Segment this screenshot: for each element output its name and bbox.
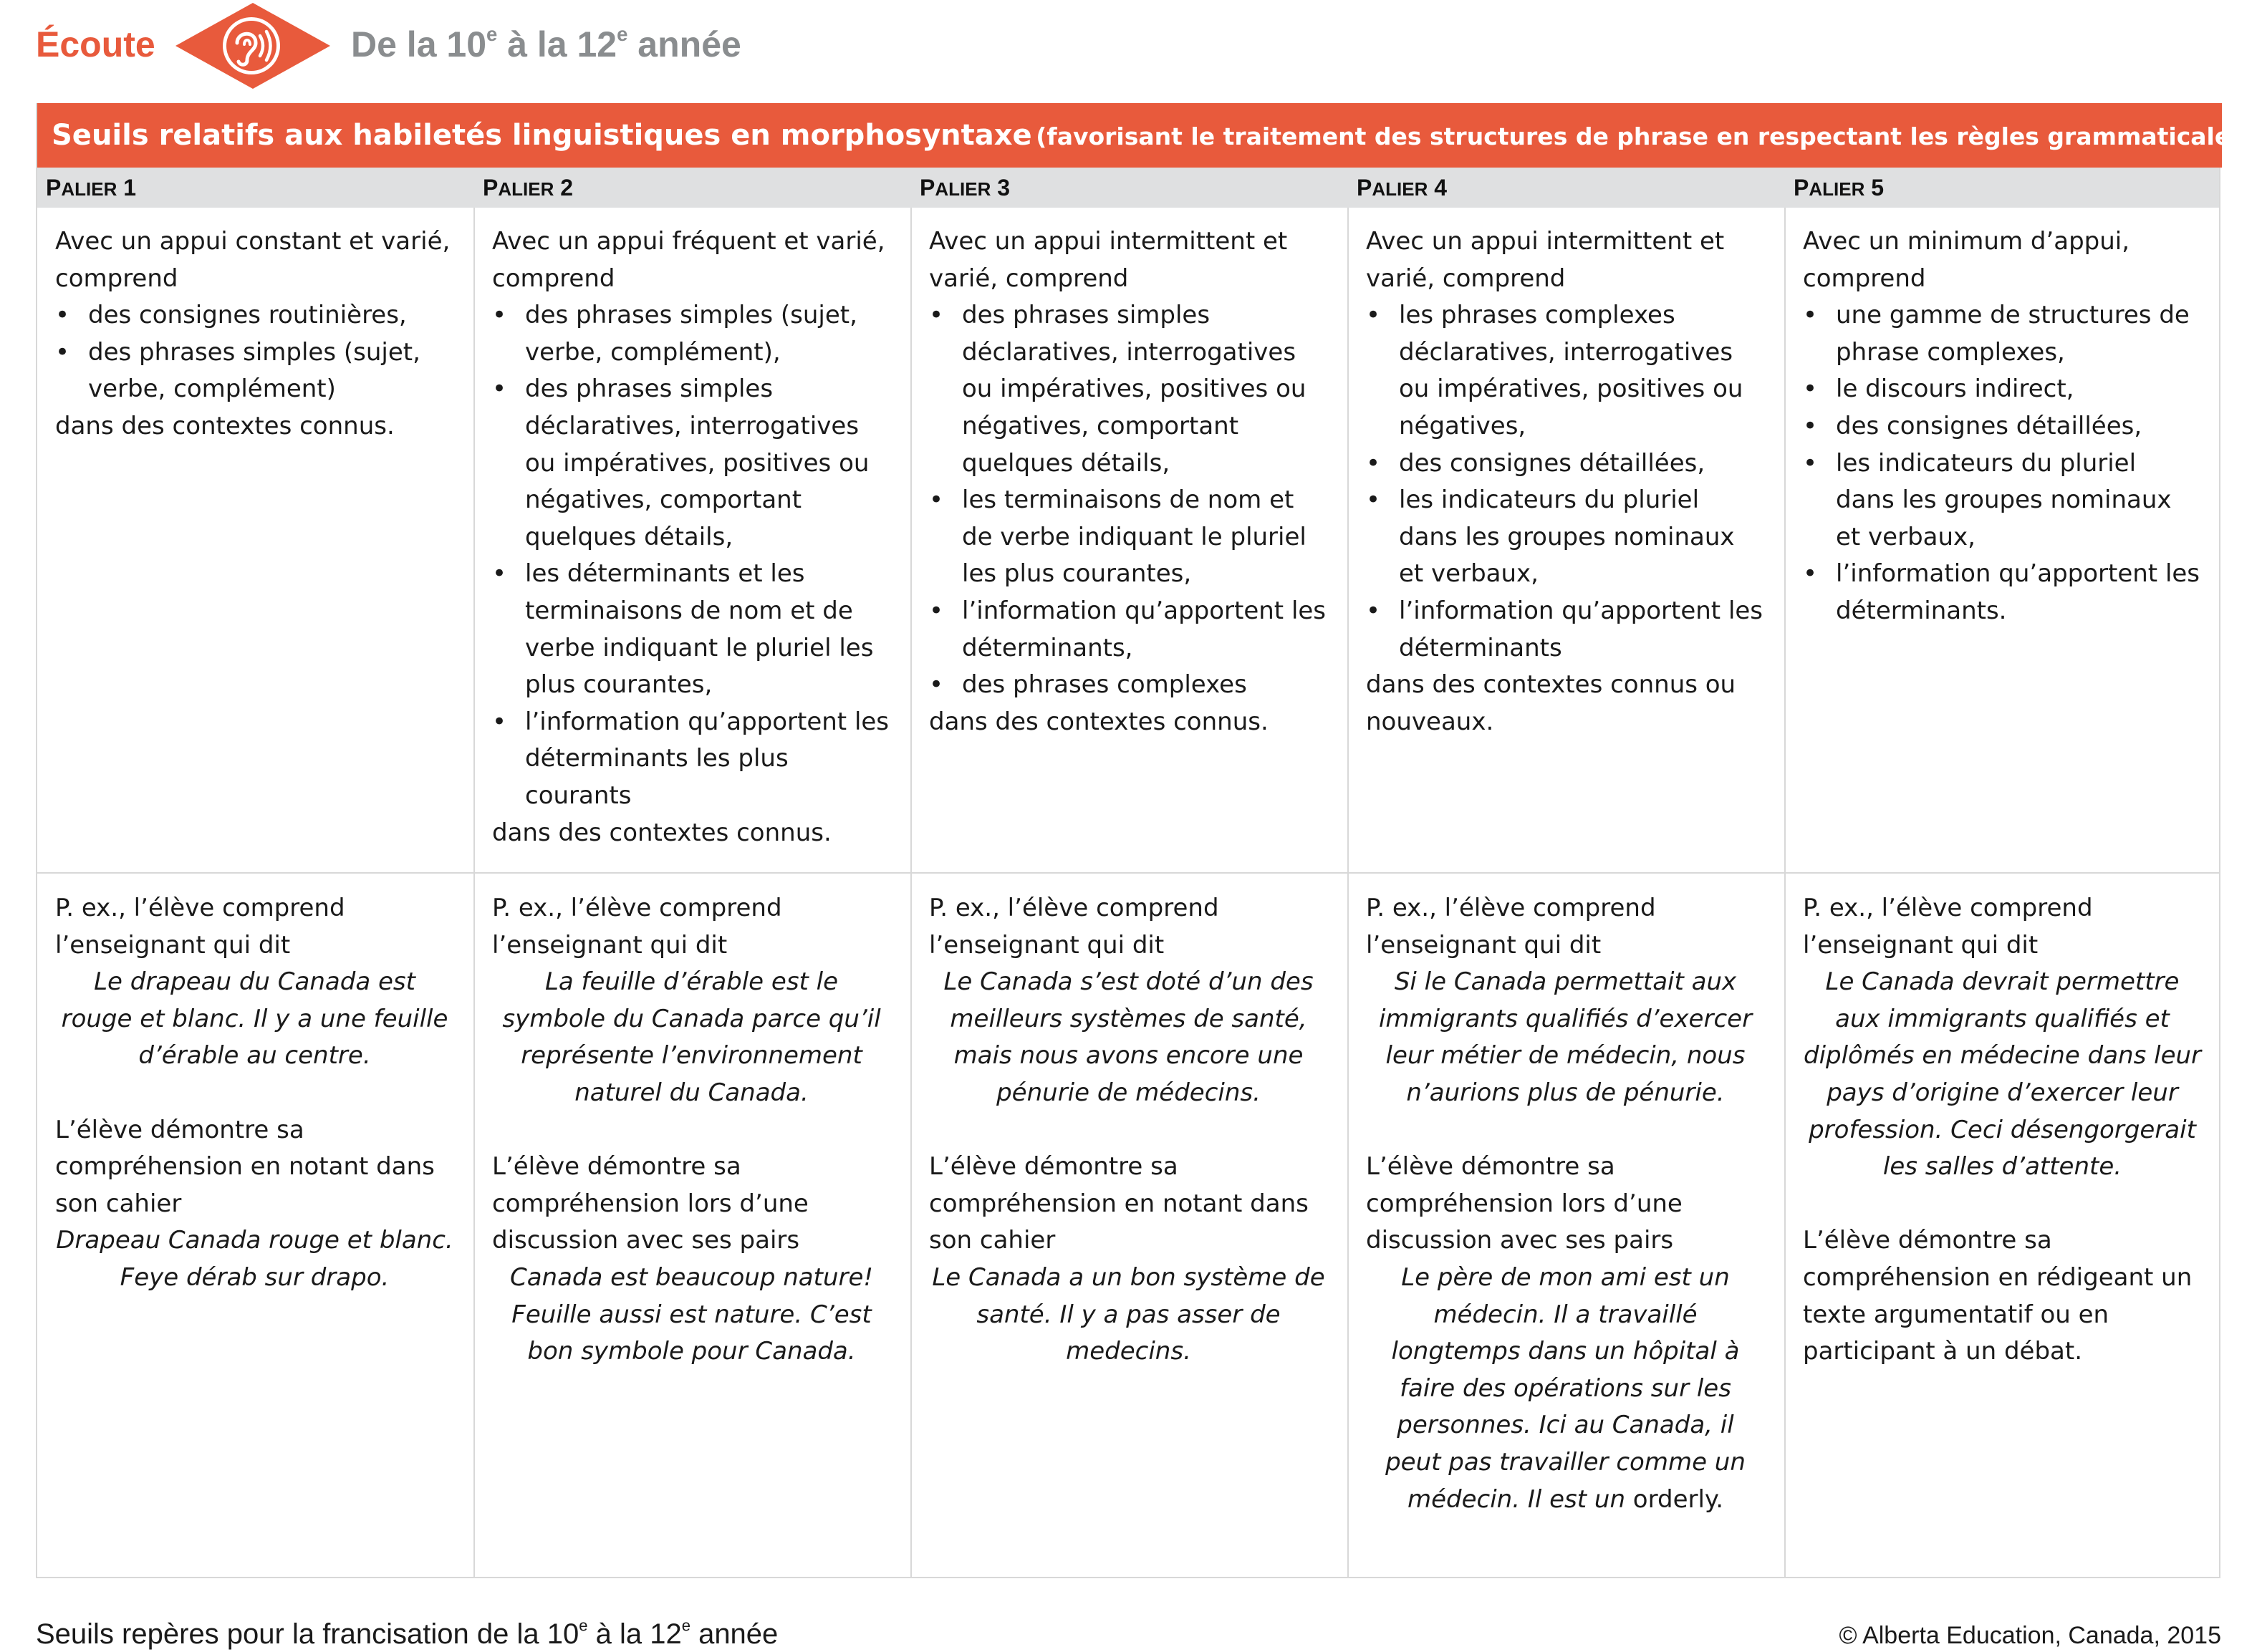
- example-lead: P. ex., l’élève comprend l’enseignant qui dit: [1803, 894, 2093, 960]
- list-item: • des consignes détaillées,: [1803, 408, 2202, 445]
- teacher-quote: Le Canada devrait permettre aux immigrants qualifiés et diplômés en médecine dans leur pays d’origine d’exercer leur profession. Ceci désengorgerait les salles d’attente.: [1803, 967, 2202, 1182]
- palier-2-header: PALIER 2: [483, 175, 574, 201]
- list-item: • les indicateurs du pluriel dans les groupes nominaux et verbaux,: [1803, 445, 2202, 556]
- skills-intro: Avec un minimum d’appui, comprend: [1803, 227, 2130, 293]
- list-item: • les phrases complexes déclaratives, interrogatives ou impératives, positives ou négatives,: [1366, 297, 1765, 445]
- demonstration-text: L’élève démontre sa compréhension lors d’une discussion avec ses pairs: [1366, 1152, 1683, 1255]
- teacher-quote: Si le Canada permettait aux immigrants qualifiés d’exercer leur métier de médecin, nous n’aurions plus de pénurie.: [1378, 967, 1753, 1107]
- skills-list: [1366, 297, 1765, 667]
- skills-intro: Avec un appui fréquent et varié, comprend: [492, 227, 885, 293]
- teacher-quote: Le drapeau du Canada est rouge et blanc. Il y a une feuille d’érable au centre.: [61, 967, 448, 1071]
- palier-2-example: [474, 890, 904, 1371]
- example-lead: P. ex., l’élève comprend l’enseignant qui dit: [492, 894, 782, 960]
- palier-4-example: [1348, 890, 1778, 1518]
- list-item: • l’information qu’apportent les déterminants: [1366, 593, 1765, 667]
- list-item: • des consignes détaillées,: [1366, 445, 1765, 483]
- list-item: • des phrases simples (sujet, verbe, complément),: [492, 297, 891, 371]
- ear-sound-icon: [175, 3, 330, 89]
- palier-4-header: PALIER 4: [1357, 175, 1448, 201]
- demonstration-text: L’élève démontre sa compréhension en notant dans son cahier: [55, 1115, 435, 1218]
- palier-5-skills: [1785, 223, 2215, 630]
- student-response: Drapeau Canada rouge et blanc. Feye dérab sur drapo.: [56, 1226, 453, 1292]
- skills-list: [55, 297, 454, 408]
- page-header: [0, 0, 2257, 93]
- list-item: • l’information qu’apportent les déterminants les plus courants: [492, 704, 891, 815]
- skills-outro: dans des contextes connus.: [55, 411, 395, 440]
- demonstration-text: L’élève démontre sa compréhension lors d’une discussion avec ses pairs: [492, 1152, 809, 1255]
- palier-3-example: [911, 890, 1341, 1371]
- footer-document-title: Seuils repères pour la francisation de la 10e à la 12e année: [36, 1616, 779, 1650]
- palier-2-skills: [474, 223, 904, 851]
- row-divider: [37, 872, 2219, 874]
- example-lead: P. ex., l’élève comprend l’enseignant qui dit: [55, 894, 345, 960]
- skills-intro: Avec un appui intermittent et varié, comprend: [929, 227, 1288, 293]
- student-response: Le Canada a un bon système de santé. Il y a pas asser de medecins.: [932, 1262, 1325, 1366]
- list-item: • des consignes routinières,: [55, 297, 454, 334]
- list-item: • des phrases complexes: [929, 667, 1328, 704]
- skills-outro: dans des contextes connus.: [492, 818, 832, 847]
- example-lead: P. ex., l’élève comprend l’enseignant qui dit: [929, 894, 1219, 960]
- example-lead: P. ex., l’élève comprend l’enseignant qui dit: [1366, 894, 1656, 960]
- palier-5-header: PALIER 5: [1794, 175, 1885, 201]
- student-response: Canada est beaucoup nature! Feuille aussi est nature. C’est bon symbole pour Canada.: [509, 1262, 874, 1366]
- palier-3-skills: [911, 223, 1341, 740]
- list-item: • l’information qu’apportent les déterminants,: [929, 593, 1328, 667]
- list-item: • des phrases simples déclaratives, interrogatives ou impératives, positives ou négatives, comportant quelques détails,: [929, 297, 1328, 482]
- section-title: Écoute: [36, 24, 155, 64]
- list-item: • des phrases simples (sujet, verbe, complément): [55, 334, 454, 408]
- skills-intro: Avec un appui constant et varié, comprend: [55, 227, 451, 293]
- list-item: • les déterminants et les terminaisons de nom et de verbe indiquant le pluriel les plus courantes,: [492, 556, 891, 703]
- table-title: Seuils relatifs aux habiletés linguistiques en morphosyntaxe: [52, 119, 1032, 152]
- demonstration-text: L’élève démontre sa compréhension en rédigeant un texte argumentatif ou en participant à un débat.: [1803, 1226, 2193, 1366]
- demonstration-text: L’élève démontre sa compréhension en notant dans son cahier: [929, 1152, 1309, 1255]
- list-item: • les indicateurs du pluriel dans les groupes nominaux et verbaux,: [1366, 482, 1765, 593]
- skills-outro: dans des contextes connus.: [929, 707, 1269, 736]
- skills-outro: dans des contextes connus ou nouveaux.: [1366, 670, 1736, 736]
- footer-copyright: © Alberta Education, Canada, 2015: [1839, 1622, 2221, 1649]
- grade-range: De la 10e à la 12e année: [351, 23, 741, 64]
- teacher-quote: Le Canada s’est doté d’un des meilleurs systèmes de santé, mais nous avons encore une pénurie de médecins.: [943, 967, 1314, 1107]
- palier-4-skills: [1348, 223, 1778, 740]
- skills-list: [492, 297, 891, 814]
- list-item: • une gamme de structures de phrase complexes,: [1803, 297, 2202, 371]
- list-item: • l’information qu’apportent les déterminants.: [1803, 556, 2202, 629]
- palier-3-header: PALIER 3: [920, 175, 1011, 201]
- palier-1-skills: [37, 223, 467, 445]
- list-item: • le discours indirect,: [1803, 371, 2202, 408]
- student-response: Le père de mon ami est un médecin. Il a travaillé longtemps dans un hôpital à faire des opérations sur les personnes. Ici au Canada, il peut pas travailler comme un médecin. Il est un orderly.: [1385, 1262, 1746, 1514]
- teacher-quote: La feuille d’érable est le symbole du Canada parce qu’il représente l’environnement naturel du Canada.: [502, 967, 881, 1107]
- palier-5-example: [1785, 890, 2215, 1371]
- palier-1-example: [37, 890, 467, 1297]
- table-subtitle: (favorisant le traitement des structures de phrase en respectant les règles grammaticales): [1036, 122, 2256, 150]
- list-item: • les terminaisons de nom et de verbe indiquant le pluriel les plus courantes,: [929, 482, 1328, 593]
- list-item: • des phrases simples déclaratives, interrogatives ou impératives, positives ou négatives, comportant quelques détails,: [492, 371, 891, 556]
- skills-intro: Avec un appui intermittent et varié, comprend: [1366, 227, 1725, 293]
- palier-header-row: [37, 168, 2219, 208]
- skills-list: [929, 297, 1328, 704]
- thresholds-table: [36, 103, 2256, 1578]
- table-title-banner: [37, 103, 2256, 168]
- palier-1-header: PALIER 1: [46, 175, 137, 201]
- skills-list: [1803, 297, 2202, 629]
